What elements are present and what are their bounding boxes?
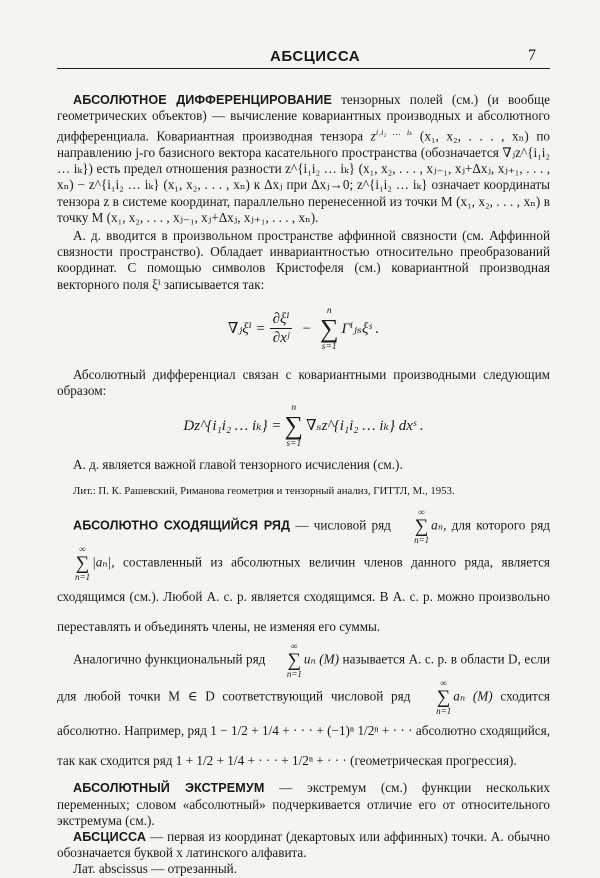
entry-term: АБСОЛЮТНО СХОДЯЩИЙСЯ РЯД: [73, 518, 291, 533]
page-body: [57, 92, 550, 878]
summation-sign: ∞ ∑ n=1: [286, 641, 302, 680]
entry-abscissa: АБСЦИССА — первая из координат (декартовых или аффинных) точки. А. обычно обозначается буквой x латинского алфавита.: [57, 829, 550, 861]
entry-series-intro: АБСОЛЮТНО СХОДЯЩИЙСЯ РЯД — числовой ряд ∞ ∑ n=1 aₙ, для которого ряд ∞ ∑ n=1 |aₙ|, составленный из абсолютных величин членов данного ряда, является сходящимся (см.). Любой А. с. р. является сходящимся. В А. с. р. можно произвольно переставлять и объединять члены, не изменяя его суммы.: [57, 507, 550, 635]
summation-sign: ∞ ∑ n=1: [75, 544, 91, 583]
entry-extremum: АБСОЛЮТНЫЙ ЭКСТРЕМУМ — экстремум (см.) функции нескольких переменных; словом «абсолютный» подчеркивается отличие его от относительного экстремума (см.).: [57, 780, 550, 828]
entry-differentiation-intro: АБСОЛЮТНОЕ ДИФФЕРЕНЦИРОВАНИЕ тензорных полей (см.) (и вообще геометрических объектов) — вычисление ковариантных производных и абсолютного дифференциала. Ковариантная производная тензора $z^{i_1i_2 \dots i_k}$ (x₁, x₂, . . . , xₙ) по направлению j-го базисного вектора касательного пространства (обозначается ∇ⱼz^{i₁i₂ … iₖ}) есть предел отношения разности z^{i₁i₂ … iₖ} (x₁, x₂, . . . , xⱼ₋₁, xⱼ+Δxⱼ, xⱼ₊₁, . . . , xₙ) − z^{i₁i₂ … iₖ} (x₁, x₂, . . . , xₙ) к Δxⱼ при Δxⱼ→0; z^{i₁i₂ … iₖ} означает координаты тензора z в системе координат, параллельно перенесенной из точки M (x₁, x₂, . . . , xₙ) в точку M (x₁, x₂, . . . , xⱼ₋₁, xⱼ+Δxⱼ, xⱼ₊₁, . . . , xₙ).: [57, 92, 551, 225]
entry-differentiation-differential: Абсолютный дифференциал связан с ковариантными производными следующим образом:: [57, 366, 550, 399]
literature-reference: Лит.: П. К. Рашевский, Риманова геометрия и тензорный анализ, ГИТТЛ, М., 1953.: [73, 485, 455, 498]
fraction: $\frac{\text{∂ξⁱ}}{\text{∂xʲ}}$: [270, 310, 293, 347]
entry-term: АБСОЛЮТНОЕ ДИФФЕРЕНЦИРОВАНИЕ: [73, 93, 332, 107]
header-rule: [57, 68, 550, 69]
page-header: [0, 0, 600, 80]
running-head: АБСЦИССА: [270, 48, 361, 65]
entry-series-functional: Аналогично функциональный ряд ∞ ∑ n=1 uₙ (M) называется А. с. р. в области D, если для любой точки M ∈ D соответствующий числовой ряд ∞ ∑ n=1 aₙ (M) сходится абсолютно. Например, ряд 1 − 1/2 + 1/4 + · · · + (−1)ⁿ 1/2ⁿ + · · · абсолютно сходящийся, так как сходится ряд 1 + 1/2 + 1/4 + · · · + 1/2ⁿ + · · · (геометрическая прогрессия).: [57, 641, 550, 769]
entry-abscissa-etymology: Лат. abscissus — отрезанный.: [73, 861, 238, 877]
entry-term: АБСОЛЮТНЫЙ ЭКСТРЕМУМ: [73, 781, 265, 796]
formula-covariant-derivative: ∇ⱼξⁱ = $\frac{\text{∂ξⁱ}}{\text{∂xʲ}}$ − n ∑ s=1 Γⁱⱼₛξˢ .: [227, 305, 380, 352]
summation-sign: n ∑ s=1: [319, 305, 339, 352]
formula-absolute-differential: Dz^{i₁i₂ … iₖ} = n ∑ s=1 ∇ₛz^{i₁i₂ … iₖ} dxˢ .: [183, 403, 424, 450]
summation-sign: ∞ ∑ n=1: [414, 507, 430, 546]
entry-differentiation-affine: А. д. вводится в произвольном пространстве аффинной связности (см. Аффинной связности пространство). Обладает инвариантностью относительно преобразований координат. С помощью символов Кристофеля (см.) ковариантной производная векторного поля ξⁱ записывается так:: [57, 228, 550, 292]
summation-sign: n ∑ s=1: [284, 403, 304, 450]
entry-term: АБСЦИССА: [73, 830, 147, 845]
entry-differentiation-note: А. д. является важной главой тензорного исчисления (см.).: [73, 457, 403, 473]
page-number: 7: [528, 47, 536, 64]
summation-sign: ∞ ∑ n=1: [436, 678, 452, 717]
